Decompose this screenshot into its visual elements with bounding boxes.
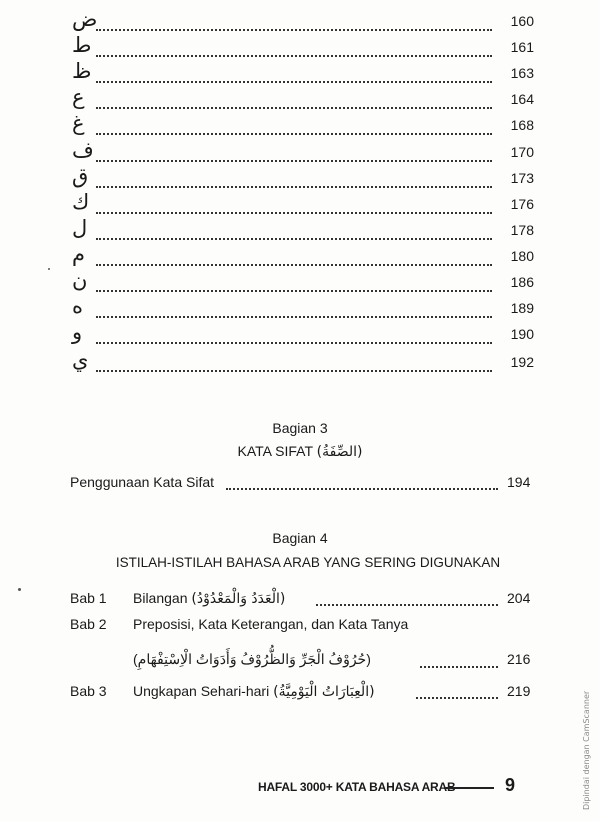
page-number: 9 (505, 775, 516, 795)
arabic-letter: ظ (72, 59, 92, 83)
arabic-letter: غ (72, 111, 85, 135)
toc-row (66, 85, 534, 115)
toc-row (66, 7, 534, 37)
toc-row (66, 190, 534, 220)
part3-title-arabic: (الصِّفَةُ) (316, 444, 363, 460)
dot-leader (96, 29, 492, 31)
chapter-page: 219 (507, 683, 531, 699)
dot-leader (96, 107, 492, 109)
chapter-bab: Bab 1 (70, 590, 107, 606)
arabic-letter: م (72, 242, 86, 266)
page-number: 173 (510, 170, 534, 186)
dot-leader (96, 238, 492, 240)
dot-leader (316, 604, 498, 606)
toc-row (66, 348, 534, 378)
part4-title: ISTILAH-ISTILAH BAHASA ARAB YANG SERING DIGUNAKAN (115, 555, 501, 570)
toc-row (66, 59, 534, 89)
arabic-letter: ه (72, 294, 84, 318)
chapter-page: 216 (507, 651, 531, 667)
arabic-letter: ط (72, 33, 92, 57)
dot-leader (96, 160, 492, 162)
chapter-title (133, 683, 375, 700)
dot-leader (416, 697, 498, 699)
part3-entry-text: Penggunaan Kata Sifat (70, 474, 215, 490)
dot-leader (96, 81, 492, 83)
page-number: 180 (510, 248, 534, 264)
dot-leader (96, 290, 492, 292)
dot-leader (420, 666, 498, 668)
toc-row (66, 294, 534, 324)
dot-leader (96, 264, 492, 266)
toc-row (66, 216, 534, 246)
arabic-letter: ل (72, 216, 88, 240)
chapter-title-arabic: (حُرُوْفُ الْجَرِّ وَالظُّرُوْفُ وَأَدَوَاتُ الْاِسْتِفْهَامِ) (133, 651, 371, 667)
part3-label: Bagian 3 (272, 420, 328, 436)
page-number: 189 (510, 300, 534, 316)
scan-speck (18, 588, 21, 591)
part4-label: Bagian 4 (272, 530, 328, 546)
toc-row (66, 111, 534, 141)
page-number: 186 (510, 274, 534, 290)
scan-speck (48, 268, 50, 270)
part3-entry-page: 194 (507, 474, 531, 490)
arabic-letter: ن (72, 268, 88, 292)
book-title: HAFAL 3000+ KATA BAHASA ARAB (258, 780, 456, 794)
toc-row (66, 33, 534, 63)
scanner-watermark: Dipindai dengan CamScanner (582, 690, 591, 810)
dot-leader (96, 55, 492, 57)
chapter-title-text: Bilangan (133, 590, 188, 606)
chapter-page: 204 (507, 590, 531, 606)
chapter-title-arabic: (الْعَدَدُ وَالْمَعْدُوْدُ) (191, 591, 286, 607)
arabic-letter: ك (72, 190, 90, 214)
toc-row (66, 320, 534, 350)
page-number: 168 (510, 117, 534, 133)
dot-leader (96, 133, 492, 135)
chapter-bab: Bab 2 (70, 616, 107, 632)
arabic-letter: ف (72, 138, 94, 162)
arabic-letter: و (72, 320, 83, 344)
page-number: 160 (510, 13, 534, 29)
toc-row (66, 164, 534, 194)
chapter-title-arabic: (الْعِبَارَاتُ الْيَوْمِيَّةُ) (273, 684, 375, 700)
arabic-letter: ض (72, 7, 98, 31)
dot-leader (96, 370, 492, 372)
chapter-title (133, 590, 285, 607)
page-number: 190 (510, 326, 534, 342)
chapter-title-text: Ungkapan Sehari-hari (133, 683, 270, 699)
chapter-title-text: Preposisi, Kata Keterangan, dan Kata Tanya (133, 616, 409, 632)
footer-rule (444, 787, 494, 789)
page-number: 170 (510, 144, 534, 160)
toc-row (66, 268, 534, 298)
toc-row (66, 242, 534, 272)
dot-leader (226, 488, 498, 490)
arabic-letter: ع (72, 85, 85, 109)
part3-title-text: KATA SIFAT (237, 443, 313, 459)
page-number: 163 (510, 65, 534, 81)
part3-title (0, 443, 600, 460)
chapter-bab: Bab 3 (70, 683, 107, 699)
page-number: 161 (510, 39, 534, 55)
page-number: 176 (510, 196, 534, 212)
dot-leader (96, 186, 492, 188)
arabic-letter: ق (72, 164, 89, 188)
dot-leader (96, 212, 492, 214)
arabic-letter: ي (72, 348, 89, 372)
dot-leader (96, 316, 492, 318)
page-number: 178 (510, 222, 534, 238)
page-number: 192 (510, 354, 534, 370)
page-number: 164 (510, 91, 534, 107)
dot-leader (96, 342, 492, 344)
toc-row (66, 138, 534, 168)
